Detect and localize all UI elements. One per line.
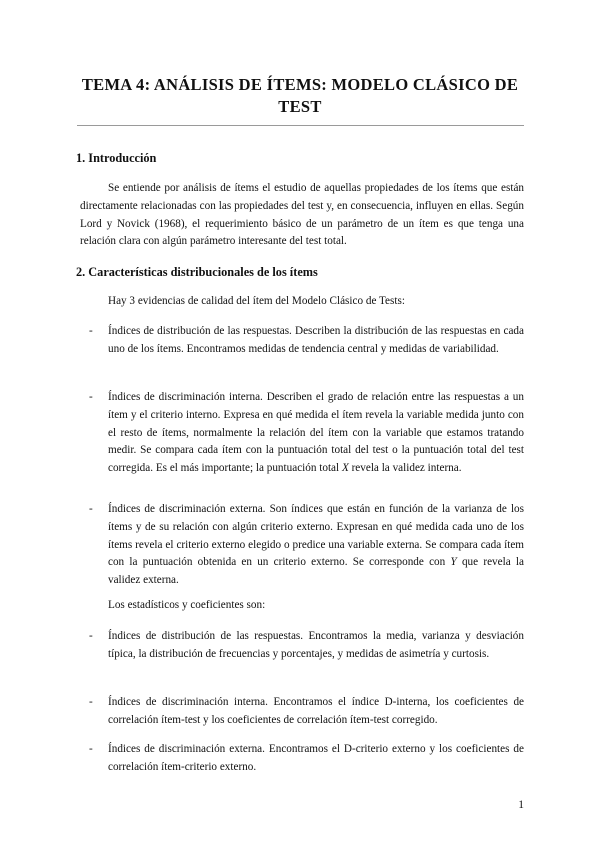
title-divider [77, 125, 524, 126]
list-item [80, 694, 524, 730]
list-item-text: Índices de distribución de las respuestas. Encontramos la media, varianza y desviación típica, la distribución de frecuencias y porcentajes, y medidas de asimetría y curtosis. [108, 630, 524, 660]
list-item [80, 628, 524, 664]
italic-variable: X [341, 462, 349, 475]
list-item-text: Índices de discriminación externa. Encontramos el D-criterio externo y los coeficientes de correlación ítem-criterio externo. [108, 743, 524, 773]
bullet-dash: - [89, 743, 93, 755]
introduction-paragraph: Se entiende por análisis de ítems el estudio de aquellas propiedades de los ítems que están directamente relacionadas con las propiedades del test y, en consecuencia, influyen en ellas. Según Lord y Novick (1968), el requerimiento básico de un parámetro de un ítem es que tenga una relación clara con algún parámetro interesante del test total. [80, 182, 524, 248]
section-2-heading: 2. Características distribucionales de los ítems [76, 265, 318, 279]
document-title: TEMA 4: ANÁLISIS DE ÍTEMS: MODELO CLÁSICO DE TEST [81, 75, 519, 116]
bullet-dash: - [89, 391, 93, 403]
italic-variable: Y [450, 556, 457, 569]
list-item-text: Índices de discriminación interna. Describen el grado de relación entre las respuestas a un ítem y el criterio interno. Expresa en qué medida el ítem revela la variable medida junto con el resto de ítems, normalmente la relación del ítem con la variable que estamos tratando medir. Se compara cada ítem con la puntuación total del test o la puntuación total del test corregida. Es el más importante; la puntuación total X revela la validez interna. [108, 391, 524, 475]
evidences-intro: Hay 3 evidencias de calidad del ítem del Modelo Clásico de Tests: [108, 295, 405, 307]
list-item [80, 323, 524, 359]
bullet-dash: - [89, 630, 93, 642]
list-item-text: Índices de distribución de las respuestas. Describen la distribución de las respuestas en cada uno de los ítems. Encontramos medidas de tendencia central y medidas de variabilidad. [108, 325, 524, 355]
list-item-text: Índices de discriminación interna. Encontramos el índice D-interna, los coeficientes de correlación ítem-test y los coeficientes de correlación ítem-test corregido. [108, 696, 524, 726]
bullet-dash: - [89, 325, 93, 337]
list-item [80, 389, 524, 478]
bullet-dash: - [89, 696, 93, 708]
list-item [80, 741, 524, 777]
bullet-dash: - [89, 503, 93, 515]
list-item-text: Índices de discriminación externa. Son índices que están en función de la varianza de los ítems y de su relación con algún criterio externo. Expresan en qué medida cada uno de los ítems revela el criterio externo elegido o predice una variable externa. Se compara cada ítem con la puntuación obtenida en un criterio externo. Se corresponde con Y que revela la validez externa. [108, 503, 524, 587]
section-1-heading: 1. Introducción [76, 151, 157, 165]
page-number: 1 [518, 799, 524, 811]
list-item [80, 501, 524, 590]
stats-intro: Los estadísticos y coeficientes son: [108, 599, 266, 611]
